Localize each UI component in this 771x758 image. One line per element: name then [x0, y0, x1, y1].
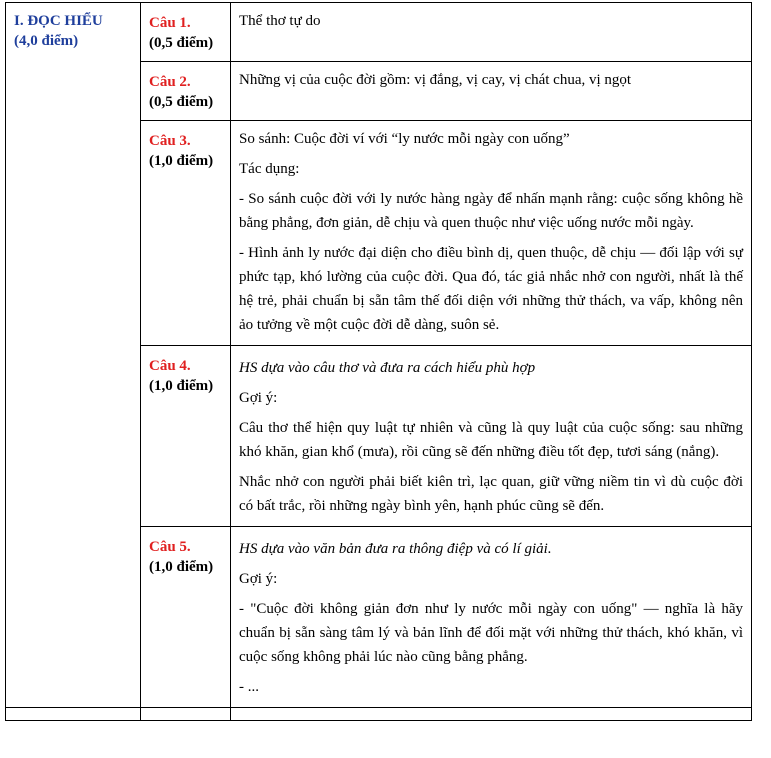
answer-cell [231, 346, 752, 527]
answer-line: - ... [239, 679, 259, 695]
answer-line: Nhắc nhở con người phải biết kiên trì, lạc quan, giữ vững niềm tin vì dù cuộc đời có bất trắc, rồi những ngày bình yên, hạnh phúc cũng sẽ đến. [239, 474, 743, 514]
next-section-cell [6, 708, 141, 721]
answer-line: - So sánh cuộc đời với ly nước hàng ngày để nhấn mạnh rằng: cuộc sống không hề bằng phẳng, đơn giản, dễ chịu và quen thuộc như việc uống nước mỗi ngày. [239, 191, 743, 231]
answer-line: Những vị của cuộc đời gồm: vị đắng, vị cay, vị chát chua, vị ngọt [239, 72, 632, 88]
question-label: Câu 5. [149, 539, 191, 555]
answer-line: Tác dụng: [239, 161, 300, 177]
section-cell [6, 3, 141, 708]
answer-line: - Hình ảnh ly nước đại diện cho điều bình dị, quen thuộc, dễ chịu — đối lập với sự phức tạp, khó lường của cuộc đời. Qua đó, tác giả nhắc nhở con người, nhất là thế hệ trẻ, phải chuẩn bị sẵn tâm thế đối diện với những thử thách, va vấp, không nên ảo tưởng về một cuộc đời dễ dàng, suôn sẻ. [239, 245, 743, 333]
question-label: Câu 1. [149, 15, 191, 31]
question-points: (1,0 điểm) [149, 378, 214, 394]
question-cell [141, 62, 231, 121]
answer-line: Gợi ý: [239, 390, 278, 406]
answer-line: Thể thơ tự do [239, 13, 321, 29]
section-title: I. ĐỌC HIỂU [14, 13, 103, 29]
question-points: (1,0 điểm) [149, 559, 214, 575]
question-points: (1,0 điểm) [149, 153, 214, 169]
question-label: Câu 4. [149, 358, 191, 374]
answer-cell [231, 3, 752, 62]
answer-line: So sánh: Cuộc đời ví với “ly nước mỗi ngày con uống” [239, 131, 570, 147]
question-cell [141, 346, 231, 527]
question-cell [141, 3, 231, 62]
answer-cell [231, 121, 752, 346]
answer-line: Câu thơ thể hiện quy luật tự nhiên và cũng là quy luật của cuộc sống: sau những khó khăn, gian khổ (mưa), rồi cũng sẽ đến những điều tốt đẹp, tươi sáng (nắng). [239, 420, 743, 460]
answer-line: HS dựa vào câu thơ và đưa ra cách hiểu phù hợp [239, 360, 536, 376]
section-points: (4,0 điểm) [14, 33, 79, 49]
answer-key-table [5, 2, 752, 721]
answer-line: - "Cuộc đời không giản đơn như ly nước mỗi ngày con uống" — nghĩa là hãy chuẩn bị sẵn sàng tâm lý và bản lĩnh để đối mặt với những thử thách, khó khăn, vì cuộc sống không phải lúc nào cũng bằng phẳng. [239, 601, 743, 665]
table-row [6, 3, 752, 62]
answer-cell [231, 708, 752, 721]
question-cell [141, 527, 231, 708]
answer-line: Gợi ý: [239, 571, 278, 587]
answer-cell [231, 527, 752, 708]
question-points: (0,5 điểm) [149, 35, 214, 51]
table-row [6, 708, 752, 721]
answer-cell [231, 62, 752, 121]
question-cell [141, 708, 231, 721]
question-points: (0,5 điểm) [149, 94, 214, 110]
question-cell [141, 121, 231, 346]
question-label: Câu 3. [149, 133, 191, 149]
question-label: Câu 2. [149, 74, 191, 90]
answer-line: HS dựa vào văn bản đưa ra thông điệp và có lí giải. [239, 541, 552, 557]
